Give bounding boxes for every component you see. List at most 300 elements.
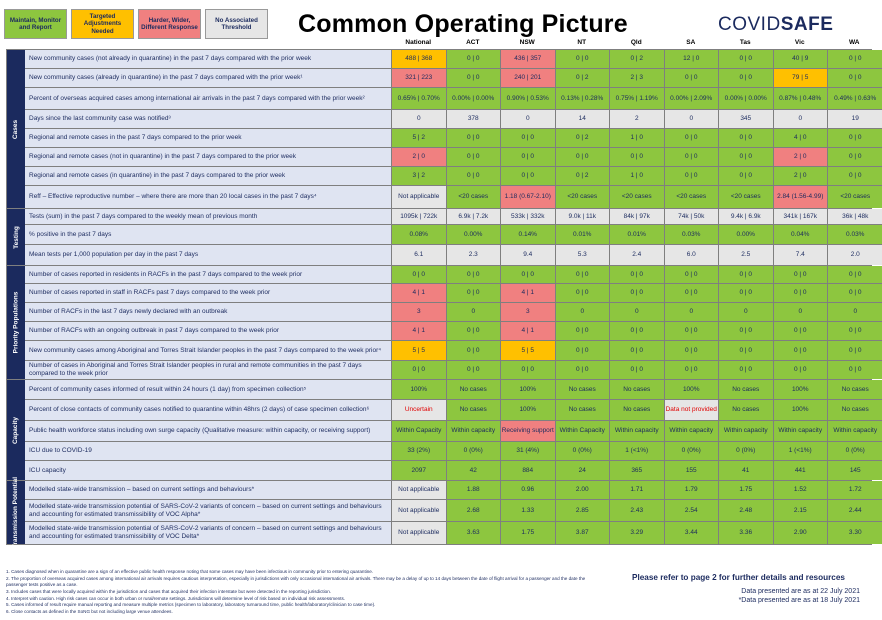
table-row <box>25 50 882 69</box>
table-cell: 0 | 0 <box>774 266 829 283</box>
table-cell: 0.01% <box>610 225 665 244</box>
table-cell: 0 | 0 <box>447 341 502 360</box>
table-cell: 2 | 3 <box>610 69 665 87</box>
table-cell: 0 <box>774 303 829 321</box>
table-cell: 0 (0%) <box>828 442 882 460</box>
table-cell: 0 | 0 <box>556 266 611 283</box>
table-cell: 3.87 <box>556 522 611 544</box>
table-cell: 0 | 0 <box>719 322 774 340</box>
footnote: 6. Close contacts as defined in the SoNG but not including large venue attendees. <box>6 608 173 614</box>
table-cell: 0 | 0 <box>392 266 447 283</box>
table-cell: <20 cases <box>719 186 774 208</box>
table-cell: 0 | 0 <box>447 129 502 147</box>
table-cell: 84k | 97k <box>610 209 665 224</box>
table-cell: 2 | 0 <box>392 148 447 166</box>
table-cell: No cases <box>610 380 665 399</box>
table-cell: 1.18 (0.67-2.10) <box>501 186 556 208</box>
logo-part-safe: SAFE <box>780 14 834 35</box>
table-cell: 0 | 0 <box>501 266 556 283</box>
table-cell: 2 | 0 <box>774 167 829 185</box>
table-cell: No cases <box>447 400 502 420</box>
page-title: Common Operating Picture <box>298 10 628 38</box>
table-cell: 0 <box>828 303 882 321</box>
table-cell: 36k | 48k <box>828 209 882 224</box>
table-cell: 0 | 0 <box>828 129 882 147</box>
row-label: ICU due to COVID-19 <box>25 442 392 460</box>
table-cell: <20 cases <box>828 186 882 208</box>
table-cell: 0.49% | 0.63% <box>828 88 882 109</box>
section-priority-populations <box>6 265 872 379</box>
table-cell: 0 | 0 <box>719 129 774 147</box>
table-cell: <20 cases <box>447 186 502 208</box>
table-cell: Within capacity <box>665 421 720 441</box>
table-cell: 100% <box>774 400 829 420</box>
footnote: 2. The proportion of overseas acquired cases among international air arrivals requires cautious interpretation, especially in jurisdictions with only occasional international air arrivals. There may be a delay of up to 14 days between the date of flight arrival for a passenger and the date the passenger tests positive as a case. <box>6 575 586 588</box>
table-cell: 2.00 <box>556 481 611 499</box>
table-cell: 100% <box>774 380 829 399</box>
table-cell: 0 | 0 <box>665 341 720 360</box>
table-cell: 1095k | 722k <box>392 209 447 224</box>
footnote: 4. Interpret with caution. High risk cases can occur in both urban or rural/remote settings. Jurisdictions will determine level of risk based on individual risk assessments. <box>6 595 346 601</box>
table-cell: 100% <box>392 380 447 399</box>
section-label-text: Capacity <box>12 416 20 444</box>
table-cell: Within Capacity <box>556 421 611 441</box>
section-testing <box>6 208 872 265</box>
table-cell: No cases <box>556 380 611 399</box>
legend-item: No Associated Threshold <box>205 9 268 39</box>
table-cell: 3.30 <box>828 522 882 544</box>
table-row <box>25 167 882 186</box>
table-cell: 0.03% <box>665 225 720 244</box>
table-cell: 2.90 <box>774 522 829 544</box>
table-cell: Within capacity <box>719 421 774 441</box>
table-row <box>25 245 882 265</box>
table-cell: Within capacity <box>828 421 882 441</box>
table-cell: 6.1 <box>392 245 447 265</box>
table-cell: 0 | 0 <box>774 284 829 302</box>
table-cell: 0 | 0 <box>610 284 665 302</box>
table-cell: 1 (<1%) <box>774 442 829 460</box>
column-header: SA <box>686 39 696 46</box>
table-cell: 0.00% | 0.00% <box>447 88 502 109</box>
table-cell: 12 | 0 <box>665 50 720 68</box>
table-cell: 0.65% | 0.70% <box>392 88 447 109</box>
row-label: New community cases (already in quarantine) in the past 7 days compared with the prior week¹ <box>25 69 392 87</box>
table-cell: 0.01% <box>556 225 611 244</box>
section-label-text: Priority Populations <box>12 291 20 354</box>
table-cell: 884 <box>501 461 556 480</box>
column-header: National <box>405 39 432 46</box>
table-cell: 0 | 0 <box>610 148 665 166</box>
table-cell: 0 | 2 <box>610 50 665 68</box>
table-row <box>25 284 882 303</box>
table-row <box>25 69 882 88</box>
footnote: 1. Cases diagnosed when in quarantine are a sign of an effective public health response noting that some cases may have been infectious in community prior to entering quarantine. <box>6 569 374 574</box>
table-cell: 0 | 0 <box>556 284 611 302</box>
table-cell: No cases <box>719 380 774 399</box>
covidsafe-logo <box>718 14 833 36</box>
table-cell: <20 cases <box>610 186 665 208</box>
table-cell: 0 | 0 <box>665 69 720 87</box>
table-cell: Not applicable <box>392 500 447 521</box>
row-label: Percent of close contacts of community cases notified to quarantine within 48hrs (2 days) of case specimen collection⁶ <box>25 400 392 420</box>
column-header: ACT <box>466 39 480 46</box>
table-cell: 5.3 <box>556 245 611 265</box>
table-cell: 0.08% <box>392 225 447 244</box>
table-cell: 0 | 0 <box>665 148 720 166</box>
table-row <box>25 303 882 322</box>
table-cell: 0 | 0 <box>828 167 882 185</box>
table-cell: 2.4 <box>610 245 665 265</box>
section-cases <box>6 49 877 208</box>
table-cell: 0.04% <box>774 225 829 244</box>
column-header: NT <box>577 39 587 46</box>
table-cell: 40 | 9 <box>774 50 829 68</box>
section-transmission-potential <box>6 476 872 549</box>
table-cell: 0 <box>556 303 611 321</box>
table-cell: 0 | 0 <box>719 341 774 360</box>
table-row <box>25 148 882 167</box>
table-cell: 0 | 0 <box>828 341 882 360</box>
table-cell: 2.3 <box>447 245 502 265</box>
column-header: Vic <box>794 39 805 46</box>
table-cell: 0 | 0 <box>828 148 882 166</box>
table-cell: 0 <box>392 110 447 128</box>
table-cell: 1.79 <box>665 481 720 499</box>
row-label: New community cases (not already in quarantine) in the past 7 days compared with the prior week <box>25 50 392 68</box>
table-cell: 2.84 (1.56-4.99) <box>774 186 829 208</box>
table-cell: 4 | 1 <box>501 284 556 302</box>
table-cell: 2097 <box>392 461 447 480</box>
table-cell: 2.43 <box>610 500 665 521</box>
row-label: Modelled state-wide transmission – based on current settings and behaviours* <box>25 481 392 499</box>
table-cell: 341k | 167k <box>774 209 829 224</box>
row-label: Number of RACFs in the last 7 days newly declared with an outbreak <box>25 303 392 321</box>
section-rows <box>25 50 882 208</box>
row-label: Regional and remote cases (in quarantine) in the past 7 days compared to the prior week <box>25 167 392 185</box>
table-cell: 0 | 0 <box>610 361 665 379</box>
column-header: NSW <box>519 39 535 46</box>
row-label: Regional and remote cases (not in quarantine) in the past 7 days compared to the prior week <box>25 148 392 166</box>
table-cell: 0 | 0 <box>719 69 774 87</box>
table-cell: 4 | 1 <box>501 322 556 340</box>
table-cell: 488 | 368 <box>392 50 447 68</box>
table-cell: 5 | 2 <box>392 129 447 147</box>
table-cell: 31 (4%) <box>501 442 556 460</box>
table-cell: 100% <box>501 380 556 399</box>
table-cell: 0 | 0 <box>828 50 882 68</box>
section-label-text: Testing <box>12 225 20 249</box>
table-cell: 145 <box>828 461 882 480</box>
table-cell: 0 <box>774 110 829 128</box>
row-label: ICU capacity <box>25 461 392 480</box>
table-cell: 4 | 0 <box>774 129 829 147</box>
table-row <box>25 522 882 544</box>
section-rows <box>25 481 882 544</box>
table-cell: 0 | 0 <box>828 69 882 87</box>
table-cell: 0 | 0 <box>719 284 774 302</box>
table-cell: 0 | 0 <box>501 167 556 185</box>
table-cell: 0 <box>665 303 720 321</box>
table-cell: 0 | 0 <box>447 50 502 68</box>
table-row <box>25 481 882 500</box>
table-cell: 0 | 0 <box>447 322 502 340</box>
table-cell: 0 | 0 <box>501 148 556 166</box>
table-cell: Not applicable <box>392 481 447 499</box>
table-row <box>25 380 882 400</box>
table-cell: 0 | 0 <box>774 341 829 360</box>
table-cell: No cases <box>719 400 774 420</box>
section-label <box>7 380 25 480</box>
table-cell: 1.72 <box>828 481 882 499</box>
table-cell: 0 <box>719 303 774 321</box>
row-label: Number of RACFs with an ongoing outbreak in past 7 days compared to the week prior <box>25 322 392 340</box>
table-cell: 0 | 0 <box>719 148 774 166</box>
table-cell: <20 cases <box>556 186 611 208</box>
footnote: 3. Includes cases that were locally acquired within the jurisdiction and cases that acquired their infection interstate but were detected in the reporting jurisdiction. <box>6 588 332 594</box>
row-label: Reff – Effective reproductive number – where there are more than 20 local cases in the past 7 days⁴ <box>25 186 392 208</box>
table-cell: 100% <box>665 380 720 399</box>
table-cell: Within capacity <box>610 421 665 441</box>
indicator-table <box>6 49 878 549</box>
table-row <box>25 129 882 148</box>
table-cell: 365 <box>610 461 665 480</box>
table-cell: 79 | 5 <box>774 69 829 87</box>
table-cell: 0 | 0 <box>719 50 774 68</box>
table-cell: 2.44 <box>828 500 882 521</box>
table-cell: 1 | 0 <box>610 129 665 147</box>
table-cell: Not applicable <box>392 522 447 544</box>
table-cell: 24 <box>556 461 611 480</box>
table-cell: 9.4 <box>501 245 556 265</box>
table-cell: 0 | 0 <box>610 266 665 283</box>
table-cell: Within Capacity <box>392 421 447 441</box>
row-label: Number of cases in Aboriginal and Torres Strait Islander peoples in rural and remote communities in the past 7 days compared to the week prior <box>25 361 392 379</box>
table-cell: 0.14% <box>501 225 556 244</box>
refer-note: Please refer to page 2 for further details and resources <box>632 573 845 582</box>
table-cell: 0 | 0 <box>501 361 556 379</box>
table-cell: 0 | 0 <box>447 69 502 87</box>
table-cell: 2.85 <box>556 500 611 521</box>
section-rows <box>25 209 882 265</box>
table-cell: No cases <box>447 380 502 399</box>
section-label <box>7 50 25 208</box>
table-cell: 533k | 332k <box>501 209 556 224</box>
section-rows <box>25 380 882 480</box>
legend-item: Targeted Adjustments Needed <box>71 9 134 39</box>
table-cell: Uncertain <box>392 400 447 420</box>
table-cell: 74k | 50k <box>665 209 720 224</box>
table-cell: 0 (0%) <box>447 442 502 460</box>
table-cell: Within capacity <box>774 421 829 441</box>
table-cell: 5 | 5 <box>501 341 556 360</box>
table-cell: 41 <box>719 461 774 480</box>
table-cell: 9.4k | 6.9k <box>719 209 774 224</box>
table-cell: 0 <box>610 303 665 321</box>
section-rows <box>25 266 882 379</box>
table-cell: 3 | 2 <box>392 167 447 185</box>
table-row <box>25 361 882 379</box>
section-label-text: Transmission Potential <box>12 476 20 549</box>
section-label <box>7 476 25 549</box>
table-row <box>25 266 882 284</box>
table-cell: 3.29 <box>610 522 665 544</box>
column-header: Tas <box>739 39 751 46</box>
table-cell: 436 | 357 <box>501 50 556 68</box>
table-row <box>25 225 882 245</box>
table-row <box>25 500 882 522</box>
table-cell: 0 | 0 <box>665 167 720 185</box>
table-row <box>25 442 882 461</box>
row-label: Regional and remote cases in the past 7 days compared to the prior week <box>25 129 392 147</box>
table-cell: 2.54 <box>665 500 720 521</box>
table-cell: 0 | 0 <box>447 266 502 283</box>
column-header: Qld <box>630 39 642 46</box>
table-cell: 2 <box>610 110 665 128</box>
row-label: Mean tests per 1,000 population per day in the past 7 days <box>25 245 392 265</box>
table-cell: 0.03% <box>828 225 882 244</box>
table-cell: 7.4 <box>774 245 829 265</box>
table-cell: 0 <box>665 110 720 128</box>
table-cell: 0.00% <box>447 225 502 244</box>
table-cell: 4 | 1 <box>392 322 447 340</box>
table-cell: 1.33 <box>501 500 556 521</box>
column-header: WA <box>849 39 860 46</box>
row-label: New community cases among Aboriginal and Torres Strait Islander peoples in the past 7 days compared to the week prior⁴ <box>25 341 392 360</box>
row-label: Percent of community cases informed of result within 24 hours (1 day) from specimen collection⁵ <box>25 380 392 399</box>
table-cell: 0 <box>501 110 556 128</box>
table-cell: 0 | 0 <box>556 341 611 360</box>
table-cell: 3.63 <box>447 522 502 544</box>
table-cell: 3.36 <box>719 522 774 544</box>
table-cell: 0 | 0 <box>556 322 611 340</box>
table-cell: 0 | 0 <box>774 322 829 340</box>
table-cell: 1.88 <box>447 481 502 499</box>
data-date: Data presented are as at 22 July 2021 <box>741 588 860 595</box>
table-cell: 100% <box>501 400 556 420</box>
table-cell: 0.87% | 0.48% <box>774 88 829 109</box>
table-cell: 240 | 201 <box>501 69 556 87</box>
row-label: Days since the last community case was notified³ <box>25 110 392 128</box>
table-cell: 0 | 0 <box>610 322 665 340</box>
table-cell: 3 <box>392 303 447 321</box>
table-row <box>25 110 882 129</box>
row-label: Percent of overseas acquired cases among international air arrivals in the past 7 days compared with the prior week² <box>25 88 392 109</box>
table-cell: 0 | 0 <box>501 129 556 147</box>
footnote: 5. Cases informed of result require manual reporting and measure multiple metrics (specimen to laboratory, laboratory turnaround time, public health/laboratory/clinician to case time). <box>6 602 376 608</box>
table-cell: 1.71 <box>610 481 665 499</box>
table-cell: Not applicable <box>392 186 447 208</box>
table-cell: 0.75% | 1.19% <box>610 88 665 109</box>
data-date-secondary: *Data presented are as at 18 July 2021 <box>738 597 860 604</box>
table-cell: 2.68 <box>447 500 502 521</box>
row-label: Modelled state-wide transmission potential of SARS-CoV-2 variants of concern – based on current settings and behaviours and accounting for estimated transmissibility of VOC Alpha* <box>25 500 392 521</box>
table-cell: 0 | 0 <box>665 266 720 283</box>
row-label: Public health workforce status including own surge capacity (Qualitative measure: within capacity, or receiving support) <box>25 421 392 441</box>
table-cell: 2.0 <box>828 245 882 265</box>
table-cell: 0 (0%) <box>719 442 774 460</box>
table-cell: 5 | 5 <box>392 341 447 360</box>
section-label <box>7 266 25 379</box>
table-cell: 42 <box>447 461 502 480</box>
table-cell: 0 | 0 <box>665 322 720 340</box>
table-cell: No cases <box>610 400 665 420</box>
table-cell: 9.0k | 11k <box>556 209 611 224</box>
table-row <box>25 88 882 110</box>
table-cell: 3.44 <box>665 522 720 544</box>
table-cell: 0.00% <box>719 225 774 244</box>
table-cell: Receiving support <box>501 421 556 441</box>
table-cell: 1.75 <box>501 522 556 544</box>
table-cell: 0 | 0 <box>665 129 720 147</box>
table-cell: 0 (0%) <box>665 442 720 460</box>
table-cell: 0.00% | 0.00% <box>719 88 774 109</box>
table-row <box>25 322 882 341</box>
table-cell: 0 | 0 <box>828 322 882 340</box>
table-cell: 0 | 0 <box>665 361 720 379</box>
table-cell: 0 | 0 <box>719 266 774 283</box>
table-cell: 0 | 0 <box>447 167 502 185</box>
table-cell: 0 | 0 <box>719 167 774 185</box>
table-cell: 2.15 <box>774 500 829 521</box>
table-cell: 14 <box>556 110 611 128</box>
table-cell: 0 | 0 <box>828 284 882 302</box>
table-cell: 155 <box>665 461 720 480</box>
table-cell: 378 <box>447 110 502 128</box>
table-row <box>25 186 882 208</box>
table-cell: 0 | 0 <box>828 266 882 283</box>
row-label: Modelled state-wide transmission potential of SARS-CoV-2 variants of concern – based on current settings and behaviours and accounting for estimated transmissibility of VOC Delta* <box>25 522 392 544</box>
table-cell: 321 | 223 <box>392 69 447 87</box>
table-cell: No cases <box>828 400 882 420</box>
table-cell: 0.13% | 0.28% <box>556 88 611 109</box>
table-cell: 19 <box>828 110 882 128</box>
table-cell: Within capacity <box>447 421 502 441</box>
legend-item: Harder, Wider, Different Response <box>138 9 201 39</box>
table-cell: 0 | 0 <box>828 361 882 379</box>
table-row <box>25 421 882 442</box>
section-capacity <box>6 379 878 480</box>
table-cell: 0 | 0 <box>719 361 774 379</box>
table-cell: 0 | 0 <box>556 361 611 379</box>
table-cell: 2 | 0 <box>774 148 829 166</box>
table-cell: 0 | 0 <box>447 361 502 379</box>
section-label <box>7 209 25 265</box>
table-cell: Data not provided <box>665 400 720 420</box>
table-cell: 0 | 0 <box>610 341 665 360</box>
table-cell: 0.96 <box>501 481 556 499</box>
table-cell: 0 | 0 <box>392 361 447 379</box>
table-cell: 0 | 0 <box>447 284 502 302</box>
logo-part-covid: COVID <box>718 14 781 35</box>
legend-item: Maintain, Monitor and Report <box>4 9 67 39</box>
row-label: Number of cases reported in staff in RACFs past 7 days compared to the week prior <box>25 284 392 302</box>
table-cell: 2.5 <box>719 245 774 265</box>
table-cell: 0 <box>447 303 502 321</box>
footnotes <box>6 569 606 616</box>
table-cell: 33 (2%) <box>392 442 447 460</box>
table-cell: 2.48 <box>719 500 774 521</box>
table-cell: No cases <box>828 380 882 399</box>
table-cell: 0.00% | 2.09% <box>665 88 720 109</box>
table-cell: 345 <box>719 110 774 128</box>
table-cell: 0.90% | 0.53% <box>501 88 556 109</box>
row-label: Tests (sum) in the past 7 days compared to the weekly mean of previous month <box>25 209 392 224</box>
table-cell: 4 | 1 <box>392 284 447 302</box>
row-label: % positive in the past 7 days <box>25 225 392 244</box>
legend <box>4 9 268 39</box>
table-cell: 1.75 <box>719 481 774 499</box>
